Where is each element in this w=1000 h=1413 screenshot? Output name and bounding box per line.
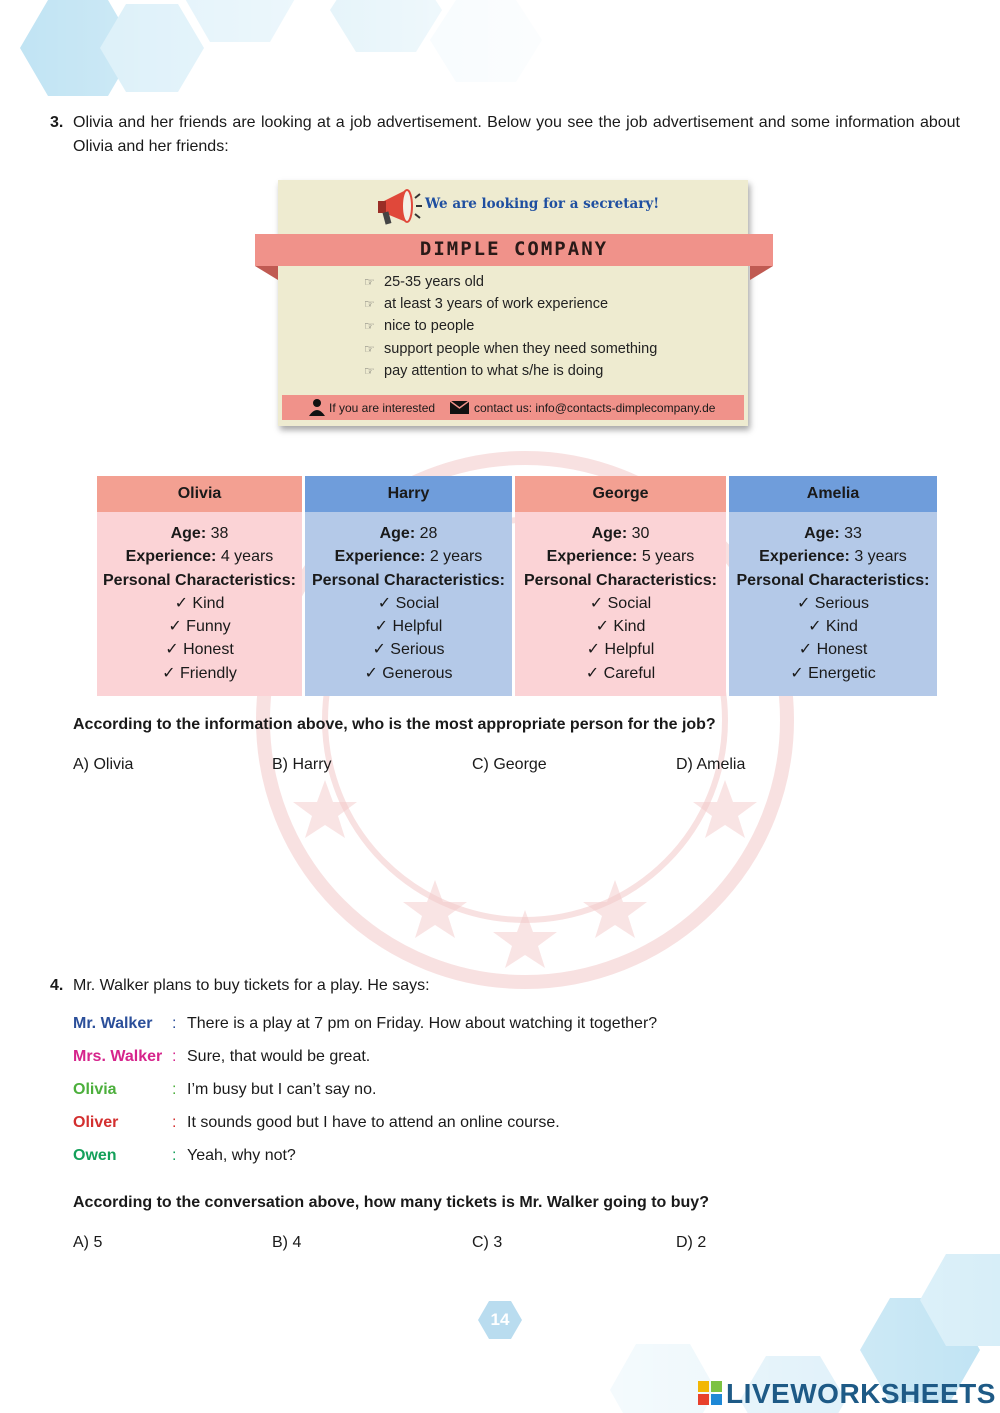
megaphone-icon	[376, 186, 422, 228]
requirement-item: ☞ nice to people	[364, 318, 475, 334]
speaker-mr-walker: Mr. Walker	[73, 1015, 153, 1032]
dialogue-colon: :	[172, 1081, 177, 1098]
speaker-mrs-walker: Mrs. Walker	[73, 1048, 163, 1065]
trait: ✓ Honest	[798, 641, 868, 659]
liveworksheets-logo-icon	[698, 1381, 722, 1405]
question-4-intro: Mr. Walker plans to buy tickets for a play. He says:	[73, 977, 430, 994]
trait: ✓ Kind	[808, 618, 858, 636]
pointing-hand-icon: ☞	[364, 342, 375, 356]
candidate-details: Age: 38 Experience: 4 years Personal Characteristics: ✓ Kind ✓ Funny ✓ Honest ✓ Friendly	[97, 512, 302, 696]
person-icon	[308, 398, 326, 416]
trait: ✓ Helpful	[374, 618, 443, 636]
requirement-item: ☞ 25-35 years old	[364, 274, 484, 290]
candidate-details: Age: 30 Experience: 5 years Personal Characteristics: ✓ Social ✓ Kind ✓ Helpful ✓ Careful	[515, 512, 726, 696]
trait: ✓ Serious	[796, 594, 870, 612]
ribbon-fold-left	[255, 266, 278, 280]
pointing-hand-icon: ☞	[364, 364, 375, 378]
trait: ✓ Social	[377, 594, 440, 612]
answer-option-a[interactable]: A) Olivia	[73, 756, 134, 773]
question-3-number: 3.	[50, 114, 64, 131]
candidate-name: Harry	[305, 476, 512, 512]
question-4-number: 4.	[50, 977, 64, 994]
dialogue-colon: :	[172, 1147, 177, 1164]
dialogue-line: Yeah, why not?	[187, 1147, 296, 1164]
requirement-item: ☞ pay attention to what s/he is doing	[364, 363, 604, 379]
answer-option-b[interactable]: B) Harry	[272, 756, 332, 773]
trait: ✓ Energetic	[790, 664, 876, 682]
trait: ✓ Generous	[364, 664, 453, 682]
candidate-name: Olivia	[97, 476, 302, 512]
dialogue-line: I’m busy but I can’t say no.	[187, 1081, 377, 1098]
trait: ✓ Social	[589, 594, 652, 612]
candidate-column-olivia	[97, 476, 302, 696]
question-3-intro: Olivia and her friends are looking at a job advertisement. Below you see the job advertisement and some information about Olivia and her friends:	[73, 114, 960, 155]
pointing-hand-icon: ☞	[364, 319, 375, 333]
brand-name: LIVEWORKSHEETS	[726, 1378, 996, 1409]
trait: ✓ Friendly	[162, 664, 237, 682]
pointing-hand-icon: ☞	[364, 275, 375, 289]
trait: ✓ Careful	[585, 664, 656, 682]
pointing-hand-icon: ☞	[364, 297, 375, 311]
page-number: 14	[490, 1310, 510, 1329]
candidate-name: Amelia	[729, 476, 937, 512]
speaker-olivia: Olivia	[73, 1081, 117, 1098]
ad-headline: We are looking for a secretary!	[425, 196, 660, 212]
envelope-icon	[450, 401, 469, 414]
trait: ✓ Helpful	[586, 641, 655, 659]
answer-option-c[interactable]: C) 3	[472, 1234, 503, 1251]
question-4-prompt: According to the conversation above, how many tickets is Mr. Walker going to buy?	[73, 1194, 709, 1211]
dialogue-colon: :	[172, 1114, 177, 1131]
trait: ✓ Serious	[372, 641, 445, 659]
dialogue-line: It sounds good but I have to attend an online course.	[187, 1114, 560, 1131]
speaker-owen: Owen	[73, 1147, 117, 1164]
dialogue-line: There is a play at 7 pm on Friday. How about watching it together?	[187, 1015, 658, 1032]
dialogue-colon: :	[172, 1048, 177, 1065]
dialogue-colon: :	[172, 1015, 177, 1032]
answer-option-d[interactable]: D) 2	[676, 1234, 707, 1251]
ribbon-fold-right	[750, 266, 773, 280]
requirement-item: ☞ at least 3 years of work experience	[364, 296, 609, 312]
trait: ✓ Kind	[174, 594, 225, 612]
answer-option-d[interactable]: D) Amelia	[676, 756, 746, 773]
ad-footer-interest: If you are interested	[329, 401, 436, 415]
hexagon-decoration-top	[0, 0, 650, 105]
dialogue-line: Sure, that would be great.	[187, 1048, 371, 1065]
candidate-column-amelia	[729, 476, 937, 696]
trait: ✓ Kind	[595, 618, 646, 636]
speaker-oliver: Oliver	[73, 1114, 119, 1131]
answer-option-a[interactable]: A) 5	[73, 1234, 103, 1251]
candidate-details: Age: 28 Experience: 2 years Personal Characteristics: ✓ Social ✓ Helpful ✓ Serious ✓ Generous	[305, 512, 512, 696]
candidate-name: George	[515, 476, 726, 512]
answer-option-c[interactable]: C) George	[472, 756, 547, 773]
candidate-column-george	[515, 476, 726, 696]
question-3-prompt: According to the information above, who is the most appropriate person for the job?	[73, 716, 716, 733]
answer-option-b[interactable]: B) 4	[272, 1234, 302, 1251]
candidate-column-harry	[305, 476, 512, 696]
trait: ✓ Funny	[168, 618, 231, 636]
candidate-details: Age: 33 Experience: 3 years Personal Characteristics: ✓ Serious ✓ Kind ✓ Honest ✓ Energetic	[729, 512, 937, 696]
requirement-item: ☞ support people when they need something	[364, 341, 658, 357]
trait: ✓ Honest	[165, 641, 234, 659]
ad-footer-contact: contact us: info@contacts-dimplecompany.de	[474, 401, 716, 415]
company-name: DIMPLE COMPANY	[419, 238, 609, 260]
